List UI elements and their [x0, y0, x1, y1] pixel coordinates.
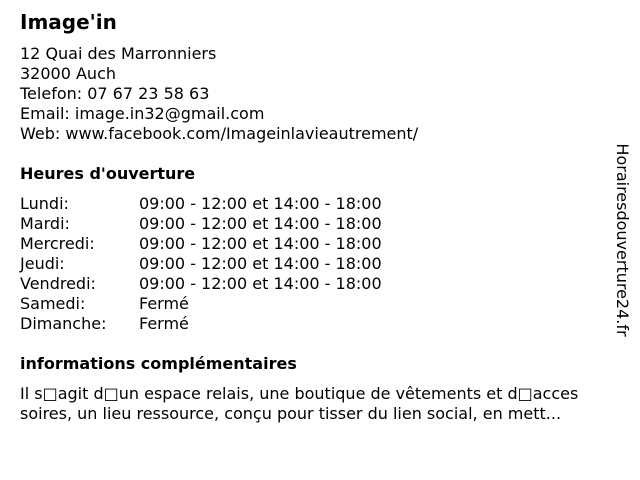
day-label: Samedi: — [20, 294, 86, 313]
address-city: 32000 Auch — [20, 64, 117, 83]
phone-number: Telefon: 07 67 23 58 63 — [20, 84, 210, 103]
website: Web: www.facebook.com/Imageinlavieautrement/ — [20, 124, 419, 143]
additional-info-text — [20, 384, 632, 424]
info-line: Il s□agit d□un espace relais, une boutique de vêtements et d□acces — [20, 384, 579, 403]
email-address: Email: image.in32@gmail.com — [20, 104, 265, 123]
day-label: Mercredi: — [20, 234, 95, 253]
site-watermark: Horairesdouverture24.fr — [613, 143, 632, 337]
day-hours: 09:00 - 12:00 et 14:00 - 18:00 — [139, 214, 382, 233]
day-hours: 09:00 - 12:00 et 14:00 - 18:00 — [139, 274, 382, 293]
day-label: Mardi: — [20, 214, 70, 233]
address-street: 12 Quai des Marronniers — [20, 44, 217, 63]
opening-hours-title: Heures d'ouverture — [20, 164, 196, 183]
day-label: Dimanche: — [20, 314, 107, 333]
day-label: Vendredi: — [20, 274, 96, 293]
day-label: Jeudi: — [20, 254, 65, 273]
info-line: soires, un lieu ressource, conçu pour tisser du lien social, en mett... — [20, 404, 562, 423]
additional-info-title: informations complémentaires — [20, 354, 297, 373]
day-hours: 09:00 - 12:00 et 14:00 - 18:00 — [139, 234, 382, 253]
day-hours: Fermé — [139, 294, 189, 313]
day-hours: 09:00 - 12:00 et 14:00 - 18:00 — [139, 254, 382, 273]
contact-block — [20, 44, 418, 144]
day-label: Lundi: — [20, 194, 69, 213]
day-hours: 09:00 - 12:00 et 14:00 - 18:00 — [139, 194, 382, 213]
business-name: Image'in — [20, 10, 117, 34]
day-hours: Fermé — [139, 314, 189, 333]
